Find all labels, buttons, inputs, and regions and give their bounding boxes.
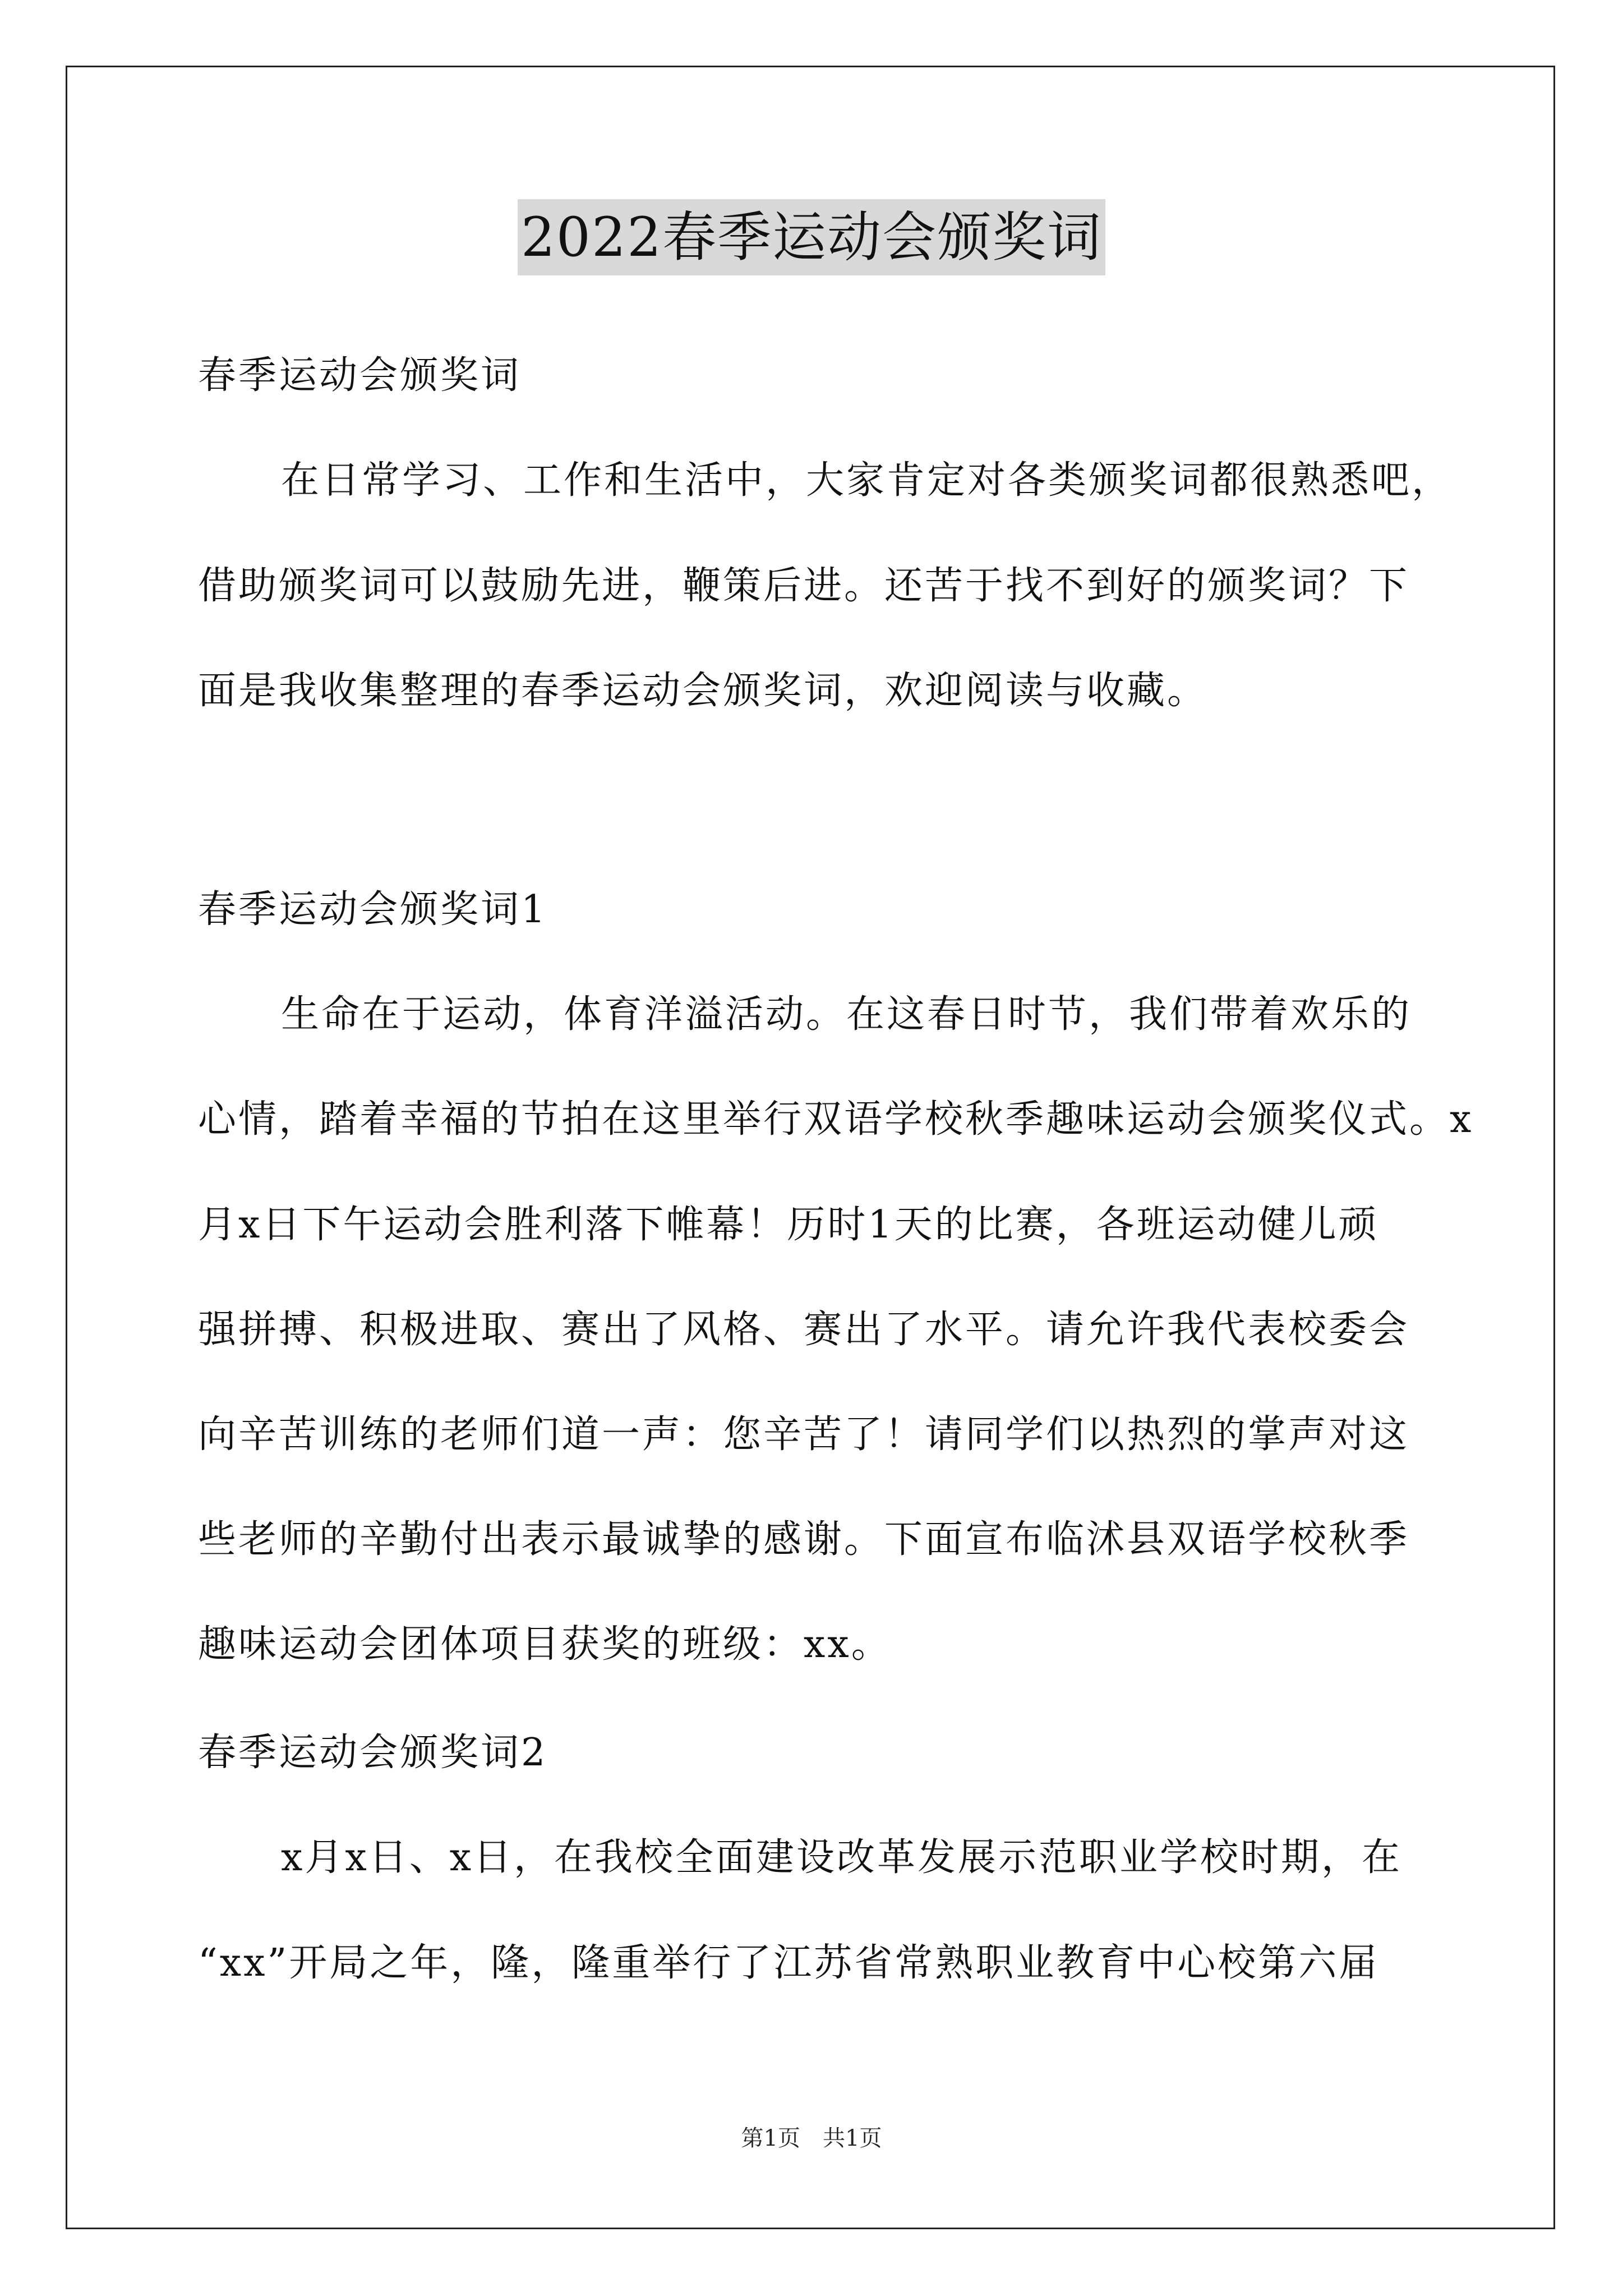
- paragraph-line: 借助颁奖词可以鼓励先进，鞭策后进。还苦于找不到好的颁奖词？下: [198, 564, 1410, 608]
- section-heading: 春季运动会颁奖词2: [198, 1731, 548, 1775]
- paragraph-line: 面是我收集整理的春季运动会颁奖词，欢迎阅读与收藏。: [198, 669, 1208, 713]
- page-footer: 第1页 共1页: [741, 2125, 882, 2151]
- paragraph-line: 在日常学习、工作和生活中，大家肯定对各类颁奖词都很熟悉吧，: [281, 458, 1453, 503]
- paragraph-line: 趣味运动会团体项目获奖的班级：xx。: [198, 1622, 892, 1667]
- paragraph-line: 生命在于运动，体育洋溢活动。在这春日时节，我们带着欢乐的: [281, 992, 1412, 1037]
- title-container: [0, 199, 1623, 275]
- paragraph-line: 月x日下午运动会胜利落下帷幕！历时1天的比赛，各班运动健儿顽: [198, 1203, 1379, 1247]
- paragraph-line: x月x日、x日，在我校全面建设改革发展示范职业学校时期，在: [281, 1835, 1403, 1880]
- paragraph-line: 向辛苦训练的老师们道一声：您辛苦了！请同学们以热烈的掌声对这: [198, 1412, 1410, 1457]
- paragraph-line: 些老师的辛勤付出表示最诚挚的感谢。下面宣布临沭县双语学校秋季: [198, 1517, 1410, 1562]
- paragraph-line: 心情，踏着幸福的节拍在这里举行双语学校秋季趣味运动会颁奖仪式。x: [198, 1097, 1474, 1142]
- section-heading: 春季运动会颁奖词: [198, 353, 522, 398]
- paragraph-line: “xx”开局之年，隆，隆重举行了江苏省常熟职业教育中心校第六届: [198, 1941, 1380, 1985]
- paragraph-line: 强拼搏、积极进取、赛出了风格、赛出了水平。请允许我代表校委会: [198, 1308, 1410, 1352]
- document-title: 2022春季运动会颁奖词: [518, 199, 1105, 275]
- section-heading: 春季运动会颁奖词1: [198, 887, 548, 932]
